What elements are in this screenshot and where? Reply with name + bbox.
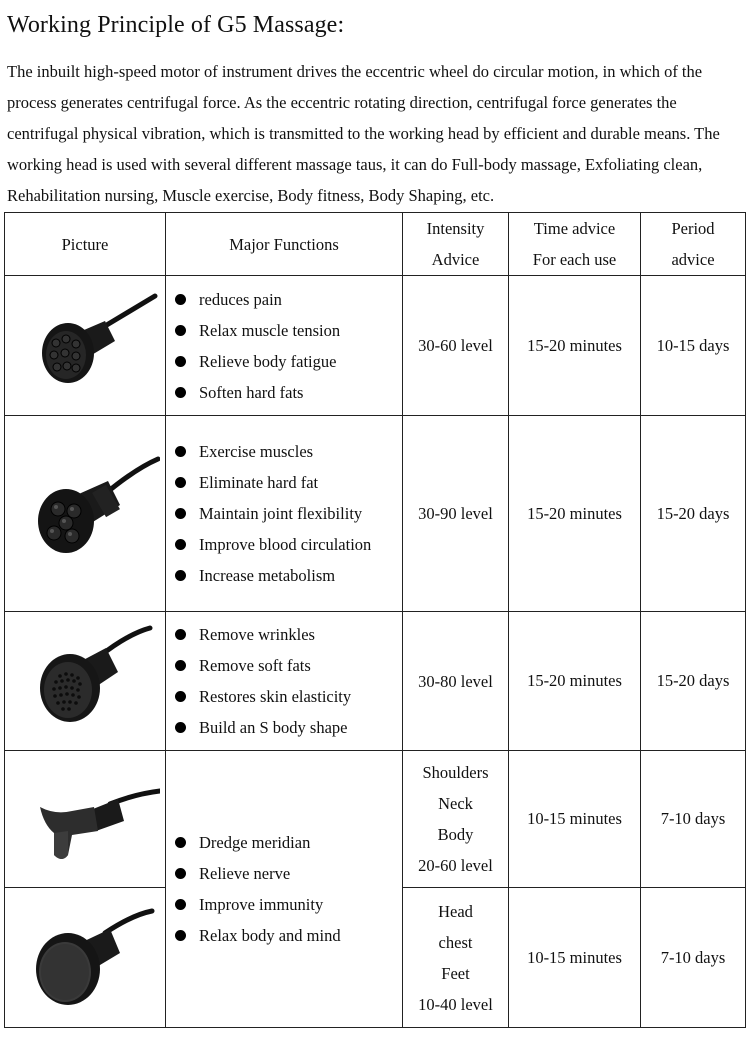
time-cell: 15-20 minutes (509, 276, 641, 416)
table-row (5, 612, 746, 751)
bullet-icon (175, 660, 186, 671)
period-cell: 7-10 days (641, 888, 746, 1028)
list-item: Maintain joint flexibility (172, 498, 402, 529)
shared-functions-cell (166, 751, 403, 1028)
intensity-cell: 30-60 level (403, 276, 509, 416)
picture-cell (5, 612, 166, 751)
header-intensity: Intensity Advice (403, 213, 509, 276)
list-item: Exercise muscles (172, 436, 402, 467)
table-header-row (5, 213, 746, 276)
picture-cell (5, 888, 166, 1028)
bullet-icon (175, 325, 186, 336)
bullet-icon (175, 387, 186, 398)
list-item: Remove soft fats (172, 650, 402, 681)
flat-disc-massage-head-icon (10, 893, 160, 1023)
picture-cell (5, 276, 166, 416)
hook-massage-head-icon (10, 759, 160, 879)
table-row (5, 276, 746, 416)
bullet-icon (175, 508, 186, 519)
picture-cell (5, 751, 166, 888)
bullet-icon (175, 868, 186, 879)
time-cell: 15-20 minutes (509, 612, 641, 751)
time-cell: 10-15 minutes (509, 751, 641, 888)
bullet-icon (175, 477, 186, 488)
period-cell: 15-20 days (641, 612, 746, 751)
intensity-cell: 30-80 level (403, 612, 509, 751)
five-ball-massage-head-icon (10, 439, 160, 589)
intensity-cell: Head chest Feet 10-40 level (403, 888, 509, 1028)
list-item: Improve immunity (172, 889, 402, 920)
list-item: Relieve nerve (172, 858, 402, 889)
bullet-icon (175, 294, 186, 305)
bullet-icon (175, 629, 186, 640)
list-item: Increase metabolism (172, 560, 402, 591)
list-item: reduces pain (172, 284, 402, 315)
list-item: Improve blood circulation (172, 529, 402, 560)
list-item: Build an S body shape (172, 712, 402, 743)
period-cell: 7-10 days (641, 751, 746, 888)
bullet-icon (175, 356, 186, 367)
functions-cell (166, 612, 403, 751)
bullet-icon (175, 899, 186, 910)
table-row (5, 416, 746, 612)
massage-head-table (4, 212, 746, 1028)
intensity-cell: Shoulders Neck Body 20-60 level (403, 751, 509, 888)
bullet-icon (175, 691, 186, 702)
bullet-icon (175, 539, 186, 550)
list-item: Remove wrinkles (172, 619, 402, 650)
list-item: Eliminate hard fat (172, 467, 402, 498)
bullet-icon (175, 722, 186, 733)
list-item: Dredge meridian (172, 827, 402, 858)
bullet-icon (175, 837, 186, 848)
header-time: Time advice For each use (509, 213, 641, 276)
time-cell: 10-15 minutes (509, 888, 641, 1028)
time-cell: 15-20 minutes (509, 416, 641, 612)
intro-paragraph: The inbuilt high-speed motor of instrument drives the eccentric wheel do circular motion, in which of the process generates centrifugal force. As the eccentric rotating direction, centrifugal force generates the centrifugal physical vibration, which is transmitted to the working head by efficient and durable means. The working head is used with several different massage taus, it can do Full-body massage, Exfoliating clean, Rehabilitation nursing, Muscle exercise, Body fitness, Body Shaping, etc. (7, 62, 720, 205)
header-functions: Major Functions (166, 213, 403, 276)
period-cell: 10-15 days (641, 276, 746, 416)
intensity-cell: 30-90 level (403, 416, 509, 612)
page-title: Working Principle of G5 Massage: (7, 12, 345, 38)
honeycomb-massage-head-icon (10, 616, 160, 746)
bullet-icon (175, 446, 186, 457)
bullet-icon (175, 570, 186, 581)
list-item: Relax muscle tension (172, 315, 402, 346)
functions-cell (166, 276, 403, 416)
list-item: Relieve body fatigue (172, 346, 402, 377)
header-picture: Picture (5, 213, 166, 276)
table-row (5, 751, 746, 888)
bullet-icon (175, 930, 186, 941)
header-period: Period advice (641, 213, 746, 276)
spiked-massage-head-icon (10, 281, 160, 411)
picture-cell (5, 416, 166, 612)
list-item: Restores skin elasticity (172, 681, 402, 712)
list-item: Soften hard fats (172, 377, 402, 408)
list-item: Relax body and mind (172, 920, 402, 951)
functions-cell (166, 416, 403, 612)
period-cell: 15-20 days (641, 416, 746, 612)
